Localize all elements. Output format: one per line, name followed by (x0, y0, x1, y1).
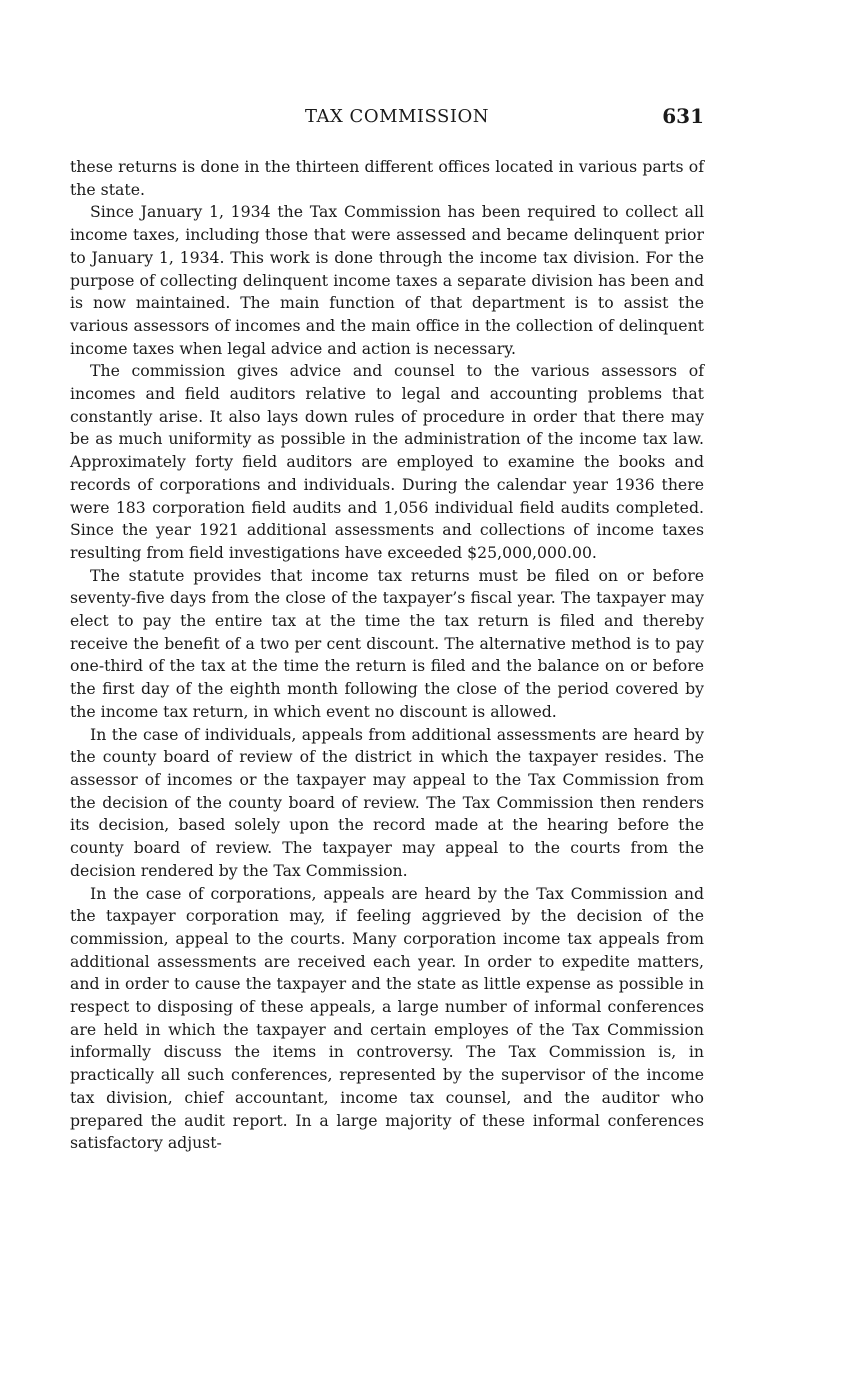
book-page (70, 106, 704, 1155)
paragraph-corporation-appeals: In the case of corporations, appeals are heard by the Tax Commission and the taxpayer corporation may, if feeling aggrieved by the decision of the commission, appeal to the courts. Many corporation income tax appeals from additional assessments are received each year. In order to expedite matters, and in order to cause the taxpayer and the state as little expense as possible in respect to disposing of these appeals, a large number of informal conferences are held in which the taxpayer and certain employes of the Tax Commission informally discuss the items in controversy. The Tax Commission is, in practically all such conferences, represented by the supervisor of the income tax division, chief accountant, income tax counsel, and the auditor who prepared the audit report. In a large majority of these informal conferences satisfactory adjust- (70, 883, 704, 1153)
paragraph-continued: these returns is done in the thirteen different offices located in various parts of the state. (70, 157, 704, 199)
paragraph-individual-appeals: In the case of individuals, appeals from additional assessments are heard by the county board of review of the district in which the taxpayer resides. The assessor of incomes or the taxpayer may appeal to the Tax Commission from the decision of the county board of review. The Tax Commission then renders its decision, based solely upon the record made at the hearing before the county board of review. The taxpayer may appeal to the courts from the decision rendered by the Tax Commission. (70, 724, 704, 880)
page-header (70, 106, 704, 136)
running-title: TAX COMMISSION (304, 106, 490, 127)
body-text (70, 156, 704, 1155)
paragraph-statute-returns: The statute provides that income tax returns must be filed on or before seventy-five days from the close of the taxpayer’s fiscal year. The taxpayer may elect to pay the entire tax at the time the tax return is filed and thereby receive the benefit of a two per cent discount. The alternative method is to pay one-third of the tax at the time the return is filed and the balance on or before the first day of the eighth month following the close of the period covered by the income tax return, in which event no discount is allowed. (70, 565, 704, 721)
paragraph-income-tax-collection: Since January 1, 1934 the Tax Commission has been required to collect all income taxes, including those that were assessed and became delinquent prior to January 1, 1934. This work is done through the income tax division. For the purpose of collecting delinquent income taxes a separate division has been and is now maintained. The main function of that department is to assist the various assessors of incomes and the main office in the collection of delinquent income taxes when legal advice and action is necessary. (70, 202, 704, 358)
paragraph-commission-advice: The commission gives advice and counsel to the various assessors of incomes and field auditors relative to legal and accounting problems that constantly arise. It also lays down rules of procedure in order that there may be as much uniformity as possible in the administration of the income tax law. Approximately forty field auditors are employed to examine the books and records of corporations and individuals. During the calendar year 1936 there were 183 corporation field audits and 1,056 individual field audits completed. Since the year 1921 additional assessments and collections of income taxes resulting from field investigations have exceeded $25,000,000.00. (70, 361, 704, 562)
page-number: 631 (662, 104, 704, 128)
